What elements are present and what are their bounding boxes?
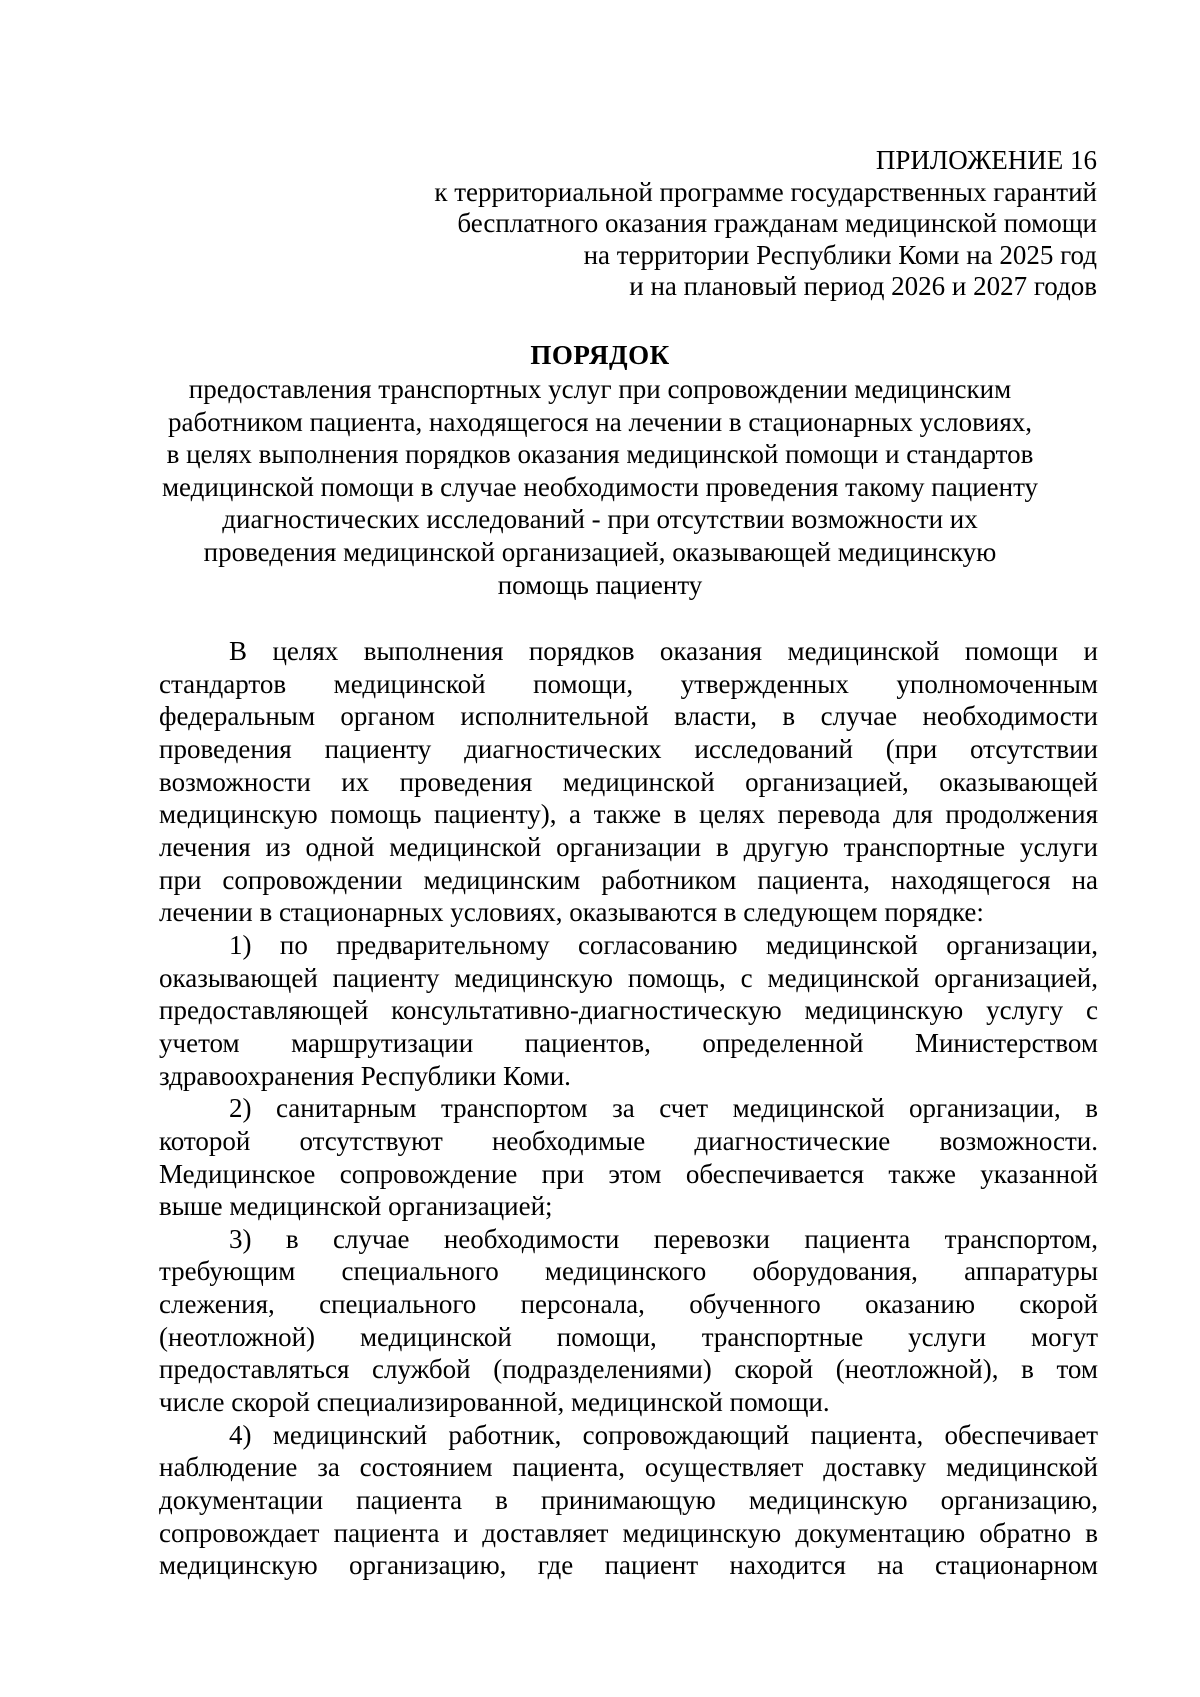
subtitle-line: предоставления транспортных услуг при сопровождении медицинским bbox=[188, 374, 1012, 404]
document-subtitle bbox=[130, 373, 1070, 601]
list-item-4-line: документации пациента в принимающую медицинскую организацию, bbox=[159, 1485, 1098, 1516]
annex-line: к территориальной программе государственных гарантий bbox=[434, 176, 1097, 207]
body-line: федеральным органом исполнительной власти, в случае необходимости bbox=[159, 701, 1098, 732]
list-item-4-line: сопровождает пациента и доставляет медицинскую документацию обратно в bbox=[159, 1517, 1098, 1548]
list-item-2-line: которой отсутствуют необходимые диагностические возможности. bbox=[159, 1125, 1098, 1156]
list-item-1-line: учетом маршрутизации пациентов, определенной Министерством bbox=[159, 1027, 1098, 1058]
list-item-1-line: здравоохранения Республики Коми. bbox=[159, 1060, 571, 1091]
subtitle-line: работником пациента, находящегося на лечении в стационарных условиях, bbox=[167, 406, 1032, 437]
list-item-1-line: предоставляющей консультативно-диагностическую медицинскую услугу с bbox=[159, 995, 1098, 1026]
list-item-4-line: наблюдение за состоянием пациента, осуществляет доставку медицинской bbox=[159, 1452, 1098, 1483]
annex-number: ПРИЛОЖЕНИЕ 16 bbox=[875, 145, 1097, 175]
subtitle-line: медицинской помощи в случае необходимости проведения такому пациенту bbox=[161, 471, 1039, 502]
body-line: возможности их проведения медицинской организацией, оказывающей bbox=[159, 766, 1098, 797]
annex-line: бесплатного оказания гражданам медицинской помощи bbox=[457, 208, 1097, 238]
list-item-3-line: (неотложной) медицинской помощи, транспортные услуги могут bbox=[159, 1321, 1098, 1352]
list-item-3-line: предоставляться службой (подразделениями) скорой (неотложной), в том bbox=[159, 1354, 1098, 1385]
body-line: при сопровождении медицинским работником пациента, находящегося на bbox=[159, 864, 1098, 895]
body-line: В целях выполнения порядков оказания медицинской помощи и bbox=[229, 636, 1098, 666]
annex-line: и на плановый период 2026 и 2027 годов bbox=[629, 271, 1097, 301]
document-body bbox=[159, 635, 1098, 1582]
body-line: медицинскую помощь пациенту), а также в целях перевода для продолжения bbox=[159, 799, 1098, 830]
body-line: лечении в стационарных условиях, оказываются в следующем порядке: bbox=[159, 897, 984, 928]
body-line: стандартов медицинской помощи, утвержденных уполномоченным bbox=[159, 668, 1098, 699]
subtitle-line: диагностических исследований - при отсутствии возможности их bbox=[222, 504, 978, 535]
subtitle-line: проведения медицинской организацией, оказывающей медицинскую bbox=[203, 536, 997, 567]
body-line: лечения из одной медицинской организации в другую транспортные услуги bbox=[159, 831, 1098, 862]
list-item-3-line: слежения, специального персонала, обученного оказанию скорой bbox=[159, 1289, 1098, 1320]
list-item-2-line: 2) санитарным транспортом за счет медицинской организации, в bbox=[229, 1093, 1098, 1124]
annex-header bbox=[337, 145, 1097, 303]
subtitle-line: в целях выполнения порядков оказания медицинской помощи и стандартов bbox=[166, 439, 1034, 470]
annex-line: на территории Республики Коми на 2025 год bbox=[583, 239, 1097, 270]
list-item-2-line: выше медицинской организацией; bbox=[159, 1191, 553, 1222]
list-item-4-line: 4) медицинский работник, сопровождающий пациента, обеспечивает bbox=[229, 1419, 1098, 1450]
list-item-2-line: Медицинское сопровождение при этом обеспечивается также указанной bbox=[159, 1158, 1098, 1189]
body-line: проведения пациенту диагностических исследований (при отсутствии bbox=[159, 733, 1098, 764]
list-item-3-line: 3) в случае необходимости перевозки пациента транспортом, bbox=[229, 1223, 1098, 1254]
list-item-4-line: медицинскую организацию, где пациент находится на стационарном bbox=[159, 1550, 1098, 1581]
list-item-3-line: числе скорой специализированной, медицинской помощи. bbox=[159, 1387, 830, 1418]
list-item-1-line: 1) по предварительному согласованию медицинской организации, bbox=[229, 929, 1098, 960]
subtitle-line: помощь пациенту bbox=[497, 569, 703, 600]
document-title: ПОРЯДОК bbox=[530, 340, 670, 370]
list-item-3-line: требующим специального медицинского оборудования, аппаратуры bbox=[159, 1256, 1098, 1287]
list-item-1-line: оказывающей пациенту медицинскую помощь, с медицинской организацией, bbox=[159, 962, 1098, 993]
